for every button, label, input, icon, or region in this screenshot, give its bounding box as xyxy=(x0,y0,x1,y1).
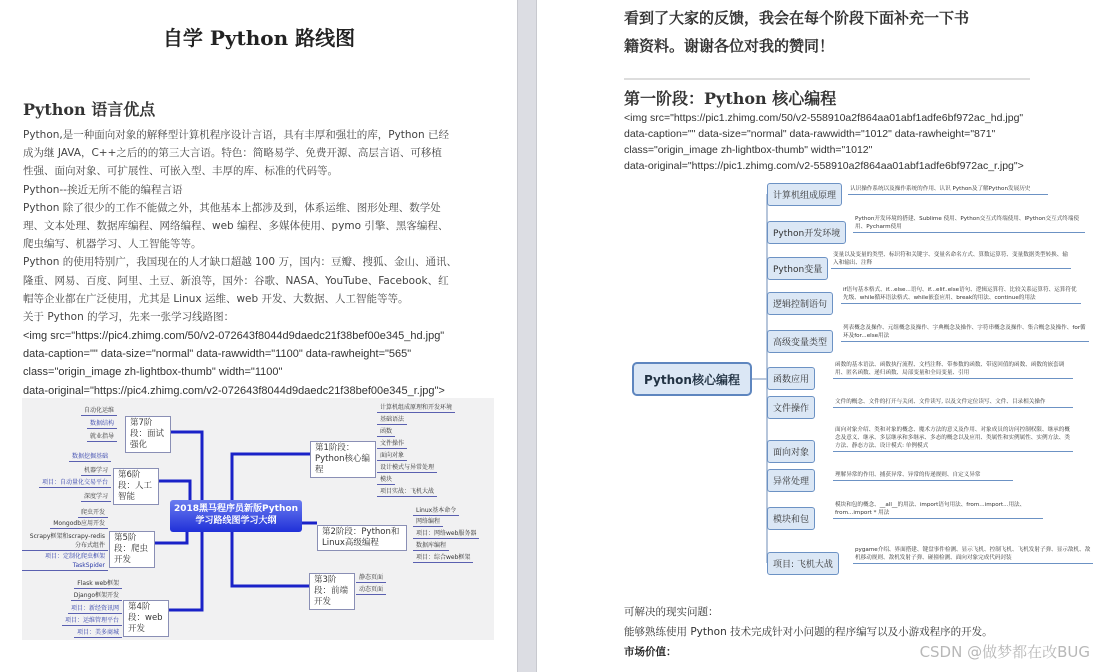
topic-description: 模块和包的概念、__all__的用法、import语句用法、from...import...用法、from...import * 用法 xyxy=(833,501,1043,519)
stage-node: 第6阶段：人工智能 xyxy=(113,468,159,505)
stage-leaf: 数据库编程 xyxy=(413,541,449,551)
mindmap-center-node: 2018黑马程序员新版Python学习路线图学习大纲 xyxy=(170,500,302,532)
stage-leaf: 文件操作 xyxy=(377,439,407,449)
code-line: <img src="https://pic4.zhimg.com/50/v2-072643f8044d9daedc21f38bef00e345_hd.jpg" xyxy=(23,330,445,342)
problems-text: 能够熟练使用 Python 技术完成针对小问题的程序编写以及小游戏程序的开发。 xyxy=(624,626,993,638)
topic-description: 变量以及变量的类型、标识符和关键字、变量名命名方式、算数运算符、变量数据类型转换、输入和输出、注释 xyxy=(831,251,1071,269)
stage-leaf: 自动化运维 xyxy=(81,406,117,416)
code-line: data-caption="" data-size="normal" data-rawwidth="1100" data-rawheight="565" xyxy=(23,348,412,361)
stage-leaf: 项目实战：飞机大战 xyxy=(377,487,437,497)
topic-description: 认识操作系统以及操作系统的作用、认识 Python及了解Python发展历史 xyxy=(848,185,1048,195)
paragraph-line: 性强、面向对象、可扩展性、可嵌入型、丰厚的库、标准的代码等。 xyxy=(23,165,338,178)
code-line: data-original="https://pic1.zhimg.com/v2-558910a2f864aa01abf1adfe6bf972ac_r.jpg"> xyxy=(624,160,1024,172)
document-title: 自学 Python 路线图 xyxy=(162,26,356,50)
roadmap-mindmap-image xyxy=(22,398,494,640)
stage-node: 第5阶段：爬虫开发 xyxy=(109,531,155,568)
mindmap-center-node: Python核心编程 xyxy=(632,362,752,396)
market-label: 市场价值： xyxy=(624,646,677,658)
code-line: <img src="https://pic1.zhimg.com/50/v2-558910a2f864aa01abf1adfe6bf972ac_hd.jpg" xyxy=(624,112,1024,124)
intro-line: 看到了大家的反馈，我会在每个阶段下面补充一下书 xyxy=(624,9,970,27)
paragraph-line: 隆重、网易、百度、阿里、土豆、新浪等，国外：谷歌、NASA、YouTube、Facebook、红 xyxy=(23,274,449,287)
stage-leaf: 网络编程 xyxy=(413,517,443,527)
stage-leaf: 项目：网络web服务器 xyxy=(413,529,479,539)
code-line: class="origin_image zh-lightbox-thumb" width="1012" xyxy=(624,144,873,156)
paragraph-line: Python 除了很少的工作不能做之外，其他基本上都涉及到，体系运维、图形处理、数学处 xyxy=(23,201,441,214)
stage-node: 第1阶段：Python核心编程 xyxy=(310,441,376,478)
stage-node: 第4阶段：web开发 xyxy=(123,600,169,637)
csdn-watermark: CSDN @做梦都在改BUG xyxy=(919,643,1090,661)
stage-leaf: Scrapy框架和scrapy-redis分布式组件 xyxy=(22,532,108,551)
stage-leaf: 项目：新经资讯网 xyxy=(68,604,122,614)
topic-node: 面向对象 xyxy=(767,440,815,463)
topic-description: if语句基本格式、if...else...语句、if...elif..else语句、逻辑运算符、比较关系运算符、运算符优先级、while循环语法格式、while嵌套应用、break的用法、continue的用法 xyxy=(841,286,1081,304)
stage-leaf: 设计模式与异常处理 xyxy=(377,463,437,473)
stage-leaf: Flask web框架 xyxy=(74,579,122,589)
topic-node: 异常处理 xyxy=(767,469,815,492)
paragraph-line: Python,是一种面向对象的解释型计算机程序设计言语，具有丰厚和强壮的库，Python 已经 xyxy=(23,129,449,141)
stage-leaf: 模块 xyxy=(377,475,395,485)
topic-node: 逻辑控制语句 xyxy=(767,292,833,315)
stage-leaf: 深度学习 xyxy=(81,492,111,502)
problems-label: 可解决的现实问题： xyxy=(624,606,719,618)
topic-node: Python变量 xyxy=(767,257,828,280)
topic-description: 文件的概念、文件的打开与关闭、文件读写, 以及文件定位读写、文件、目录相关操作 xyxy=(833,398,1073,408)
paragraph-line: 关于 Python 的学习，先来一张学习线路图： xyxy=(23,311,235,324)
code-line: data-caption="" data-size="normal" data-rawwidth="1012" data-rawheight="871" xyxy=(624,128,996,140)
stage-leaf: 函数 xyxy=(377,427,395,437)
paragraph-line: 理、文本处理、数据库编程、网络编程、web 编程、多媒体使用、pymo 引擎、黑客编程、 xyxy=(23,220,449,233)
code-line: data-original="https://pic4.zhimg.com/v2-072643f8044d9daedc21f38bef00e345_r.jpg"> xyxy=(23,384,445,397)
intro-line: 籍资料。谢谢各位对我的赞同！ xyxy=(624,37,835,55)
stage-leaf: 就业指导 xyxy=(87,432,117,442)
topic-node: 项目: 飞机大战 xyxy=(767,552,839,575)
paragraph-line: 帽等企业都在广泛使用，尤其是 Linux 运维、web 开发、大数据、人工智能等等。 xyxy=(23,292,409,305)
paragraph-line: Python 的使用特别广，我国现在的人才缺口超越 100 万，国内：豆瓣、搜狐、金山、通讯、 xyxy=(23,256,457,269)
topic-node: 计算机组成原理 xyxy=(767,183,842,206)
stage-leaf: 面向对象 xyxy=(377,451,407,461)
stage-leaf: 项目：自动量化交易平台 xyxy=(39,478,111,488)
topic-description: 函数的基本语法、函数执行流程、文档注释、带参数的函数、带返回值的函数、函数的嵌套调用、匿名函数、递归函数、局部变量和全局变量、引用 xyxy=(833,361,1073,379)
stage-leaf: 动态页面 xyxy=(356,585,386,595)
stage-leaf: Django框架开发 xyxy=(71,591,122,601)
stage-leaf: 静态页面 xyxy=(356,573,386,583)
stage-leaf: 爬虫开发 xyxy=(78,508,108,518)
topic-description: Python开发环境的搭建、Sublime 使用、Python交互式终端使用、IPython交互式终端使用、Pycharm使用 xyxy=(853,215,1085,233)
stage-leaf: 机器学习 xyxy=(81,466,111,476)
stage-leaf: 项目：运维管理平台 xyxy=(62,616,122,626)
img-code-block xyxy=(23,327,445,400)
paragraph-line: 爬虫编写、机器学习、人工智能等等。 xyxy=(23,238,202,251)
topic-node: 函数应用 xyxy=(767,367,815,390)
code-line: class="origin_image zh-lightbox-thumb" width="1100" xyxy=(23,366,283,379)
stage-leaf: 项目：综合web框架 xyxy=(413,553,473,563)
stage-leaf: 数据结构 xyxy=(87,419,117,429)
stage-leaf: 项目：定制化爬虫框架TaskSpider xyxy=(22,552,108,571)
stage-leaf: 基础语法 xyxy=(377,415,407,425)
document-page-left xyxy=(0,0,518,672)
topic-node: 模块和包 xyxy=(767,507,815,530)
section-heading: Python 语言优点 xyxy=(23,100,156,119)
stage-leaf: Linux基本命令 xyxy=(413,506,459,516)
topic-node: 文件操作 xyxy=(767,396,815,419)
stage-node: 第7阶段：面试强化 xyxy=(125,416,171,453)
document-page-right xyxy=(536,0,1104,672)
topic-node: Python开发环境 xyxy=(767,221,846,244)
section-heading: 第一阶段：Python 核心编程 xyxy=(624,89,837,108)
topic-description: 理解异常的作用、捕获异常、异常的传递规则、自定义异常 xyxy=(833,471,1013,481)
topic-description: pygame介绍、界面搭建、键盘事件检测、显示飞机、控制飞机、飞机发射子弹、显示敌机、敌机移动规则、敌机发射子弹、碰撞检测、面向对象完成代码封装 xyxy=(853,546,1093,564)
topic-description: 面向对象介绍、类和对象的概念、魔术方法的意义及作用、对象成员的访问控制权限、继承的概念及意义、继承、多层继承和多继承、多态的概念以及应用、类属性和实例属性、实例方法、类方法、静态方法、设计模式: 单例模式 xyxy=(833,426,1073,452)
paragraph-line: Python--挨近无所不能的编程言语 xyxy=(23,183,183,196)
topic-description: 列表概念及操作、元组概念及操作、字典概念及操作、字符串概念及操作、集合概念及操作、for循环及for...else用法 xyxy=(841,324,1089,342)
stage-leaf: 计算机组成原理和开发环境 xyxy=(377,403,455,413)
stage-leaf: 数据挖掘基础 xyxy=(69,452,111,462)
stage-leaf: Mongodb应用开发 xyxy=(50,519,108,529)
stage-node: 第3阶段：前端开发 xyxy=(309,573,355,610)
body-paragraphs xyxy=(23,126,457,326)
stage-leaf: 项目：美多商城 xyxy=(74,628,122,638)
topic-node: 高级变量类型 xyxy=(767,330,833,353)
stage-node: 第2阶段：Python和Linux高级编程 xyxy=(317,525,407,551)
paragraph-line: 成为继 JAVA，C++之后的的第三大言语。特色：简略易学、免费开源、高层言语、可移植 xyxy=(23,147,442,160)
